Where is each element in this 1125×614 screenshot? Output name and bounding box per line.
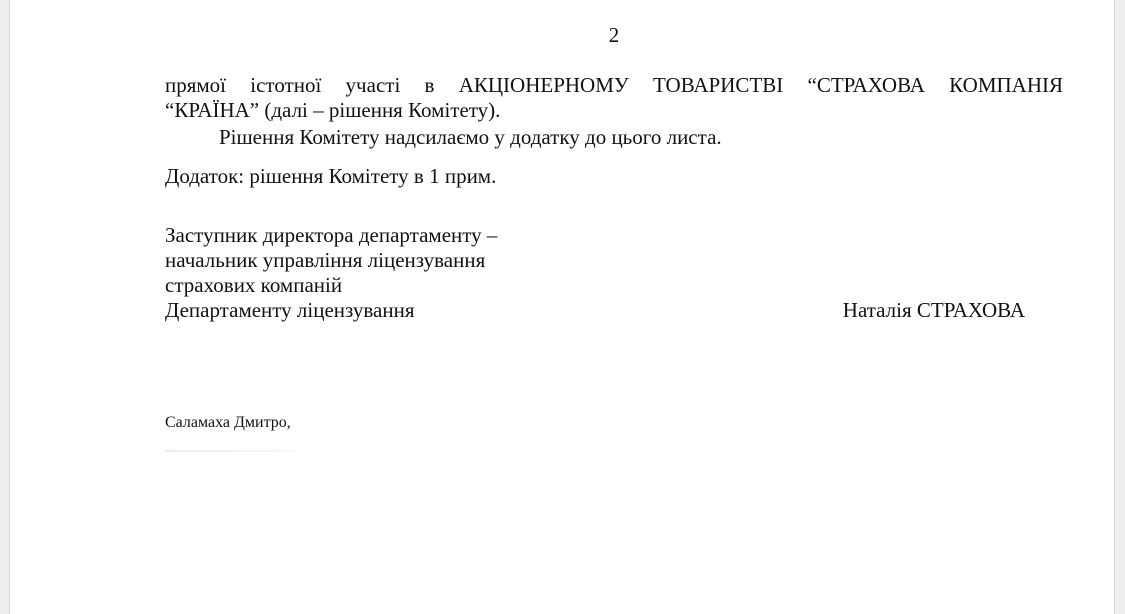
signatory-position-line: страхових компаній	[165, 273, 343, 297]
executor-name: Саламаха Дмитро,	[165, 414, 291, 431]
signatory-position-line: начальник управління ліцензування	[165, 248, 486, 272]
signatory-position-line: Департаменту ліцензування	[165, 298, 415, 322]
left-gutter	[0, 0, 10, 614]
paragraph-decision-sent: Рішення Комітету надсилаємо у додатку до цього листа.	[219, 125, 722, 149]
signatory-position-line: Заступник директора департаменту –	[165, 223, 498, 247]
signature-block	[165, 223, 1045, 323]
document-page	[10, 0, 1114, 614]
signatory-name: Наталія СТРАХОВА	[842, 298, 1025, 322]
paragraph-line: прямої істотної участі в АКЦІОНЕРНОМУ ТОВАРИСТВІ “СТРАХОВА КОМПАНІЯ	[165, 73, 1063, 97]
right-gutter	[1114, 0, 1125, 614]
attachment-note: Додаток: рішення Комітету в 1 прим.	[165, 164, 497, 188]
paragraph-line: “КРАЇНА” (далі – рішення Комітету).	[165, 98, 501, 122]
faded-contact-line	[165, 450, 295, 452]
paragraph-decision-reference	[165, 73, 1063, 123]
signature-row	[165, 298, 1045, 323]
page-number: 2	[608, 23, 620, 47]
